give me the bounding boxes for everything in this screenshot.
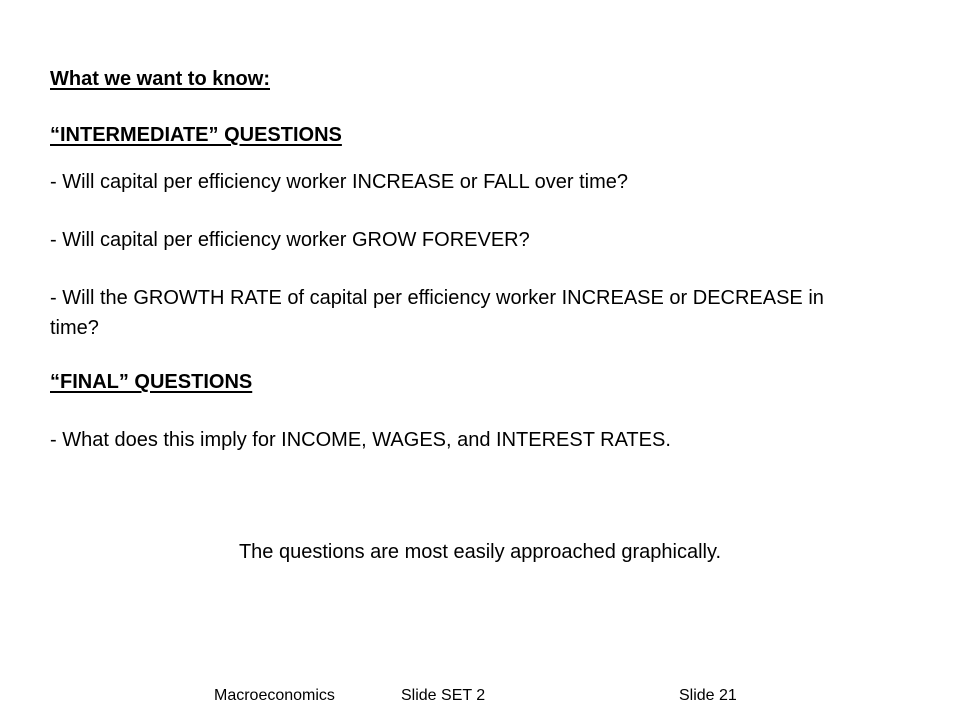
intermediate-question-2: - Will capital per efficiency worker GROW FOREVER? — [50, 229, 530, 251]
final-question-1: - What does this imply for INCOME, WAGES, and INTEREST RATES. — [50, 429, 671, 451]
footer-course: Macroeconomics — [214, 687, 335, 704]
graphical-approach-note: The questions are most easily approached graphically. — [238, 541, 722, 563]
intermediate-questions-heading: “INTERMEDIATE” QUESTIONS — [50, 124, 342, 146]
main-heading: What we want to know: — [50, 68, 270, 90]
final-questions-heading: “FINAL” QUESTIONS — [50, 371, 253, 393]
footer-slide-set: Slide SET 2 — [401, 687, 486, 704]
intermediate-question-3: - Will the GROWTH RATE of capital per efficiency worker INCREASE or DECREASE in time? — [50, 287, 824, 339]
intermediate-question-1: - Will capital per efficiency worker INCREASE or FALL over time? — [50, 171, 628, 193]
footer-slide-number: Slide 21 — [679, 687, 737, 704]
